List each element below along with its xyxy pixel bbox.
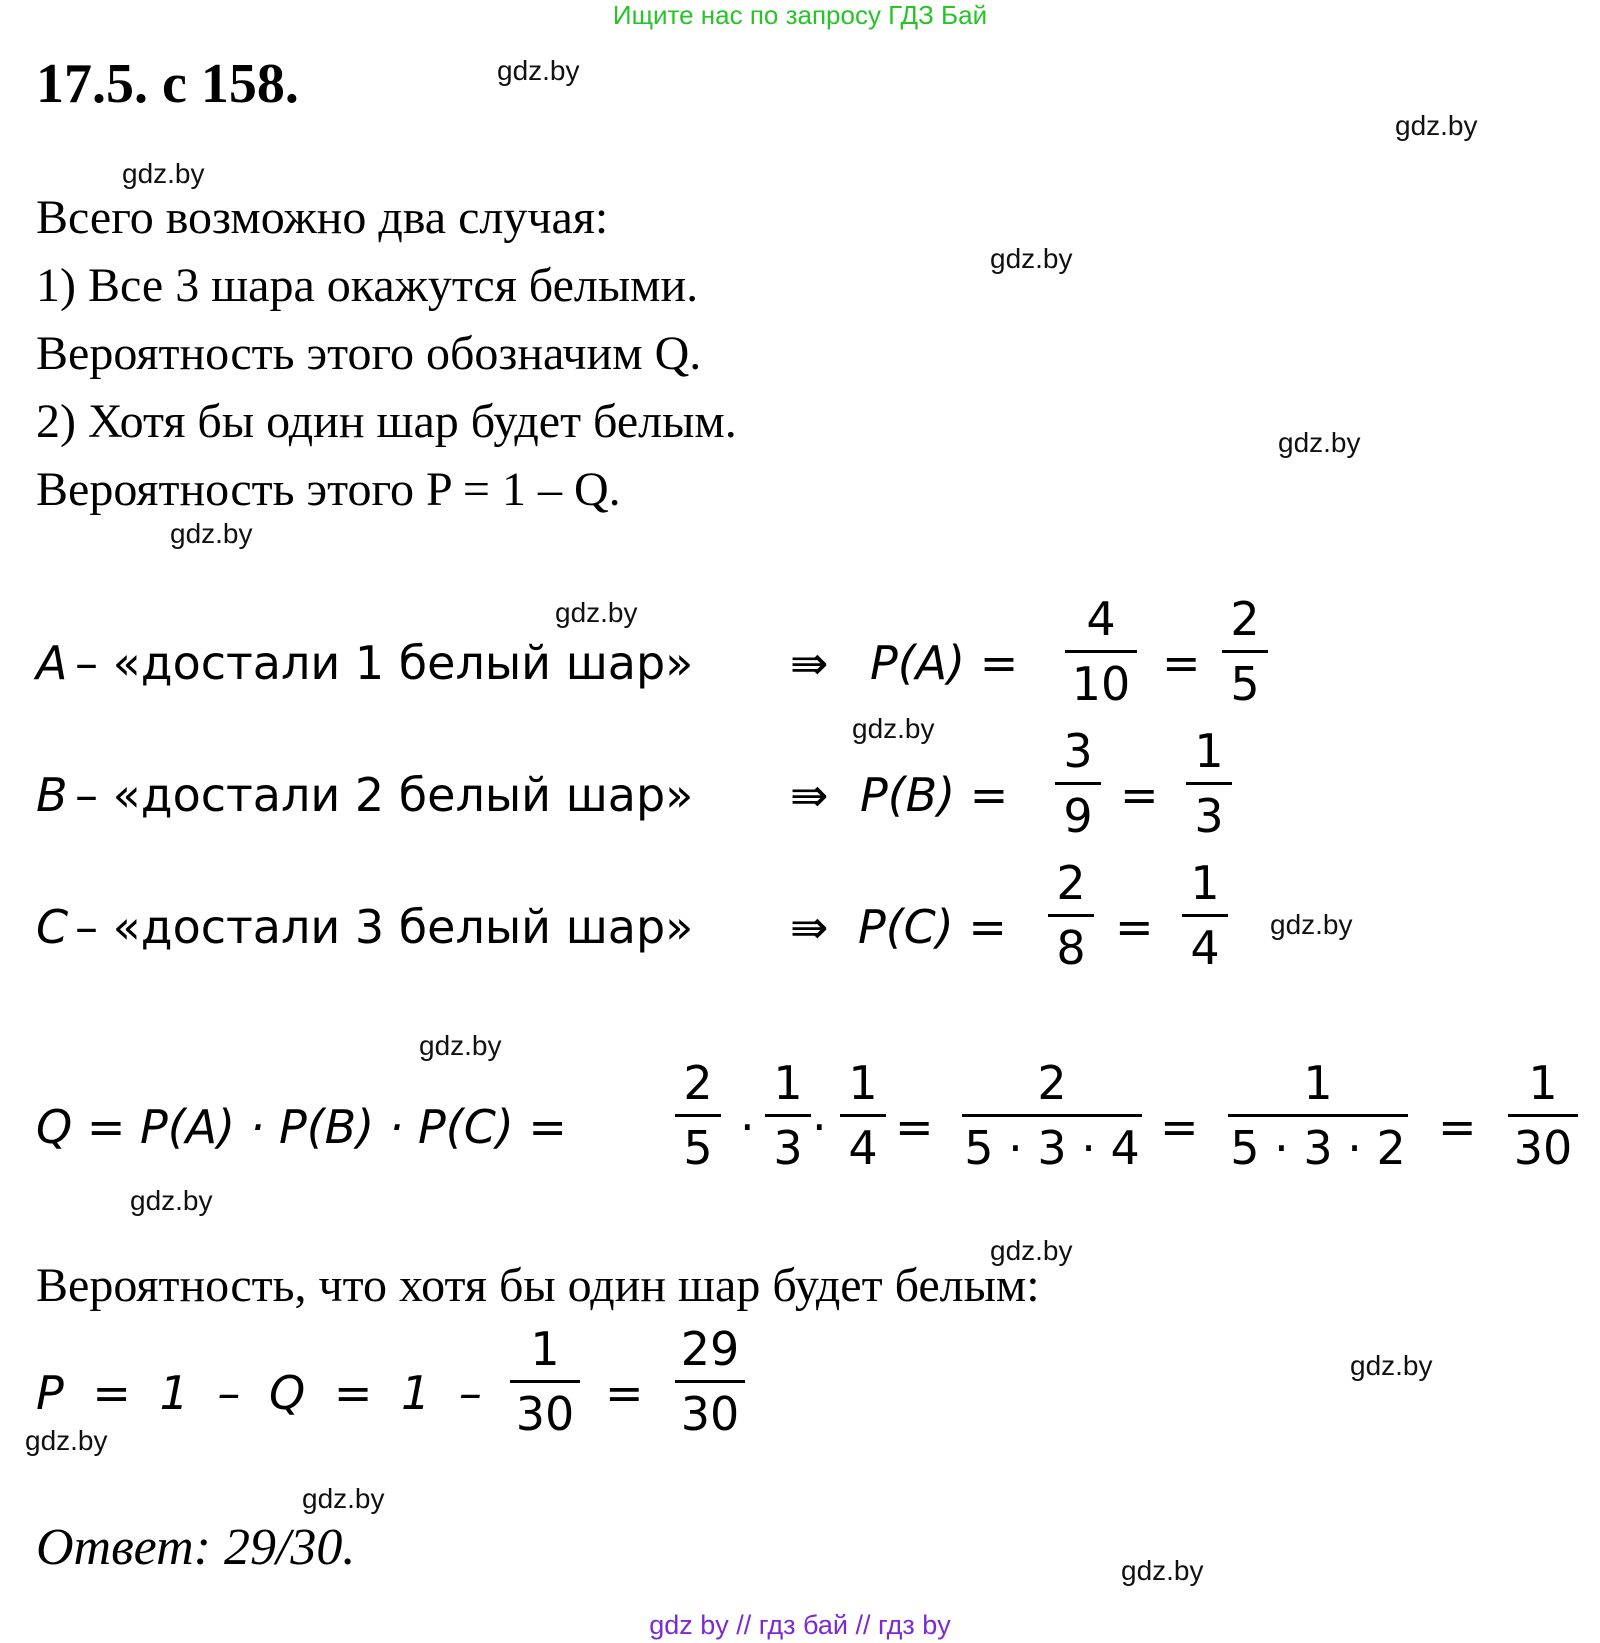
footer-links: gdz by // гдз бай // гдз by: [649, 1610, 951, 1640]
fraction: 1 30: [1508, 1060, 1578, 1171]
fraction: 1 30: [510, 1326, 580, 1437]
watermark: gdz.by: [25, 1425, 108, 1456]
fraction: 1 3: [1186, 728, 1232, 839]
event-var: C: [36, 900, 69, 954]
fraction: 2 8: [1048, 860, 1094, 971]
event-desc: – «достали 2 белый шар»: [75, 768, 694, 822]
equals-sign: =: [895, 1100, 934, 1154]
event-desc: – «достали 1 белый шар»: [75, 636, 694, 690]
fraction: 1 4: [1182, 860, 1228, 971]
search-banner: Ищите нас по запросу ГДЗ Бай: [612, 0, 988, 30]
multiply-dot: ·: [740, 1100, 755, 1154]
fraction: 2 5 · 3 · 4: [962, 1060, 1142, 1171]
fraction: 1 5 · 3 · 2: [1228, 1060, 1408, 1171]
fraction: 1 4: [840, 1060, 886, 1171]
q-formula-lhs: Q = P(A) · P(B) · P(C) =: [36, 1100, 567, 1154]
watermark: gdz.by: [852, 713, 935, 744]
intro-line: 1) Все 3 шара окажутся белыми.: [36, 259, 699, 312]
fraction: 2 5: [1222, 596, 1268, 707]
p-formula-lhs: P = 1 – Q = 1 –: [36, 1366, 482, 1420]
watermark: gdz.by: [1278, 427, 1361, 458]
page-title: 17.5. с 158.: [36, 53, 299, 115]
watermark: gdz.by: [130, 1185, 213, 1216]
intro-line: Всего возможно два случая:: [36, 191, 609, 244]
equals-sign: =: [1160, 1100, 1199, 1154]
watermark: gdz.by: [302, 1483, 385, 1514]
watermark: gdz.by: [122, 158, 205, 189]
implies-arrow: ⇛: [790, 636, 829, 690]
event-prob: P(B) =: [860, 768, 1009, 822]
intro-line: Вероятность этого P = 1 – Q.: [36, 463, 621, 516]
watermark: gdz.by: [1350, 1350, 1433, 1381]
watermark: gdz.by: [990, 243, 1073, 274]
event-desc: – «достали 3 белый шар»: [75, 900, 694, 954]
implies-arrow: ⇛: [790, 900, 829, 954]
watermark: gdz.by: [1395, 110, 1478, 141]
event-prob: P(A) =: [870, 636, 1019, 690]
fraction: 3 9: [1055, 728, 1101, 839]
fraction: 4 10: [1065, 596, 1137, 707]
equals-sign: =: [1120, 768, 1159, 822]
watermark: gdz.by: [555, 597, 638, 628]
event-var: B: [36, 768, 68, 822]
equals-sign: =: [1115, 900, 1154, 954]
intro-line: 2) Хотя бы один шар будет белым.: [36, 395, 737, 448]
fraction: 29 30: [675, 1326, 745, 1437]
equals-sign: =: [1438, 1100, 1477, 1154]
watermark: gdz.by: [419, 1030, 502, 1061]
intro-line: Вероятность этого обозначим Q.: [36, 327, 702, 380]
fraction: 2 5: [675, 1060, 721, 1171]
multiply-dot: ·: [812, 1100, 827, 1154]
answer: Ответ: 29/30.: [36, 1519, 356, 1576]
event-var: A: [36, 636, 68, 690]
equals-sign: =: [1162, 636, 1201, 690]
watermark: gdz.by: [1270, 909, 1353, 940]
implies-arrow: ⇛: [790, 768, 829, 822]
watermark: gdz.by: [1121, 1555, 1204, 1586]
equals-sign: =: [605, 1366, 644, 1420]
event-prob: P(C) =: [858, 900, 1007, 954]
watermark: gdz.by: [990, 1235, 1073, 1266]
probability-text: Вероятность, что хотя бы один шар будет белым:: [36, 1259, 1040, 1312]
watermark: gdz.by: [497, 55, 580, 86]
watermark: gdz.by: [170, 518, 253, 549]
fraction: 1 3: [765, 1060, 811, 1171]
